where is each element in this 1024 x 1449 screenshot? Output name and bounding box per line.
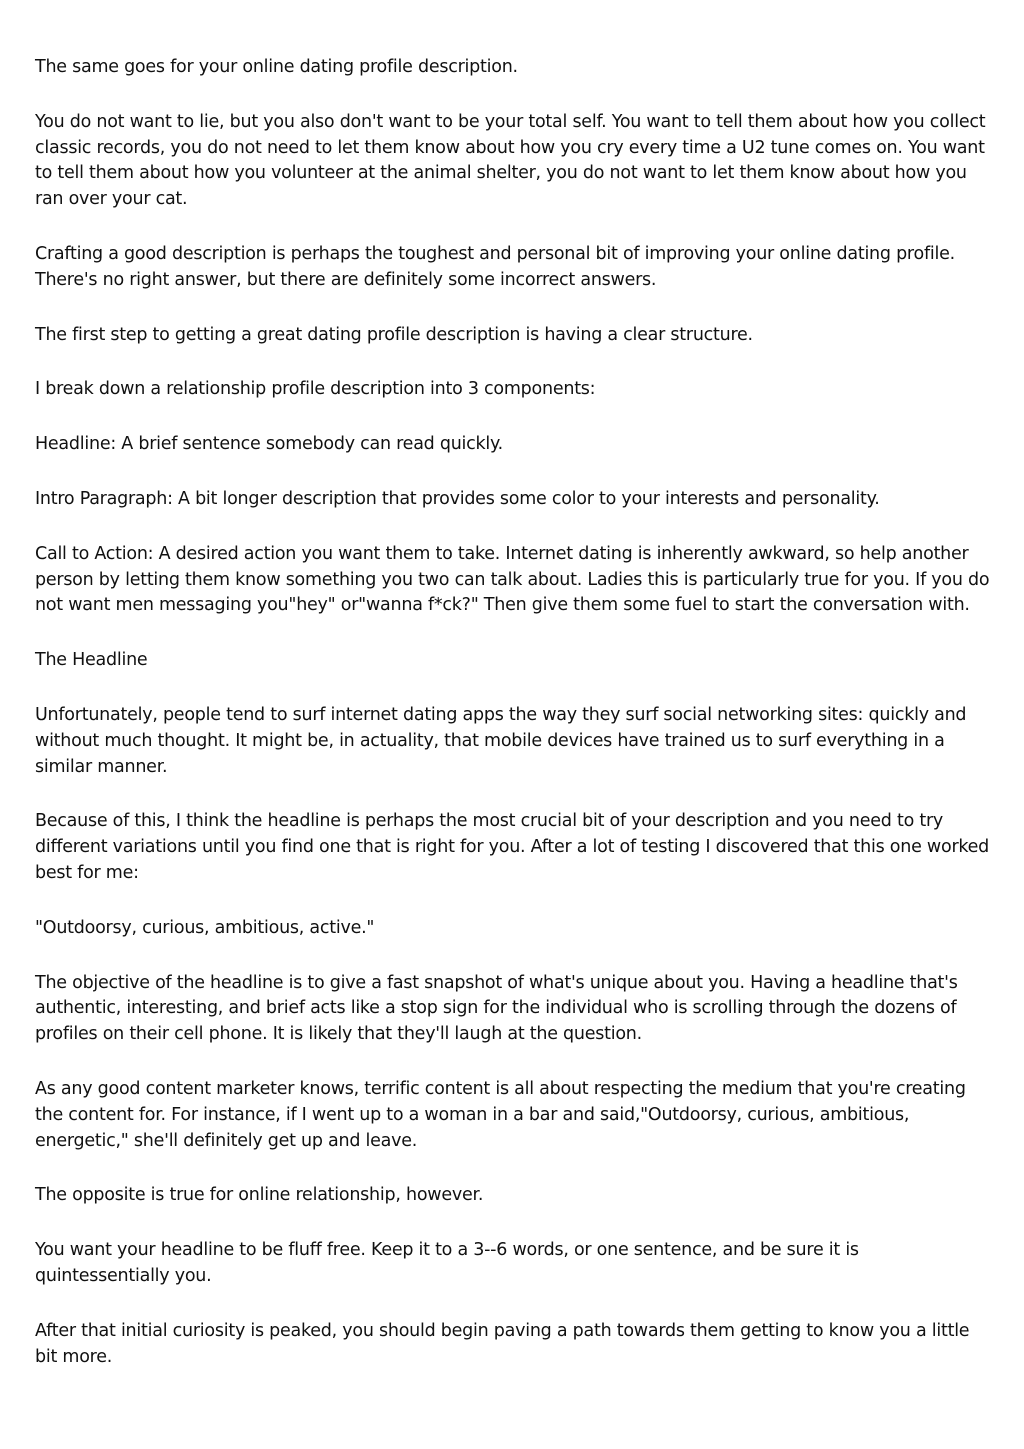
- document-body: [35, 55, 990, 1399]
- section-heading-headline: The Headline: [35, 650, 148, 671]
- paragraph-objective: The objective of the headline is to give a fast snapshot of what's unique about you. Having a headline that's authentic, interesting, and brief acts like a stop sign for the individual who is scrolling through the dozens of profiles on their cell phone. It is likely that they'll laugh at the question.: [35, 972, 958, 1045]
- paragraph-example-quote: "Outdoorsy, curious, ambitious, active.": [35, 917, 375, 938]
- paragraph-intro-def: Intro Paragraph: A bit longer description that provides some color to your interests and personality.: [35, 488, 880, 509]
- paragraph-honesty: You do not want to lie, but you also don't want to be your total self. You want to tell them about how you collect classic records, you do not need to let them know about how you cry every time a U2 tune comes on. You want to tell them about how you volunteer at the animal shelter, you do not want to let them know about how you ran over your cat.: [35, 111, 986, 210]
- paragraph-surfing: Unfortunately, people tend to surf internet dating apps the way they surf social networking sites: quickly and without much thought. It might be, in actuality, that mobile devices have trained us to surf everything in a similar manner.: [35, 704, 967, 777]
- paragraph-opposite: The opposite is true for online relationship, however.: [35, 1185, 484, 1206]
- paragraph-components: I break down a relationship profile description into 3 components:: [35, 379, 596, 400]
- paragraph-crafting: Crafting a good description is perhaps the toughest and personal bit of improving your online dating profile. There's no right answer, but there are definitely some incorrect answers.: [35, 243, 955, 290]
- paragraph-fluff-free: You want your headline to be fluff free. Keep it to a 3--6 words, or one sentence, and be sure it is quintessentially you.: [35, 1240, 859, 1286]
- paragraph-intro: The same goes for your online dating profile description.: [35, 57, 518, 77]
- paragraph-headline-def: Headline: A brief sentence somebody can read quickly.: [35, 434, 503, 455]
- paragraph-first-step: The first step to getting a great dating profile description is having a clear structure.: [35, 324, 753, 345]
- paragraph-cta-def: Call to Action: A desired action you want them to take. Internet dating is inherently awkward, so help another person by letting them know something you two can talk about. Ladies this is particularly true for you. If you do not want men messaging you"hey" or"wanna f*ck?" Then give them some fuel to start the conversation with.: [35, 543, 990, 616]
- paragraph-importance: Because of this, I think the headline is perhaps the most crucial bit of your description and you need to try different variations until you find one that is right for you. After a lot of testing I discovered that this one worked best for me:: [35, 811, 990, 883]
- paragraph-medium: As any good content marketer knows, terrific content is all about respecting the medium that you're creating the content for. For instance, if I went up to a woman in a bar and said,"Outdoorsy, curious, ambitious, energetic," she'll definitely get up and leave.: [35, 1078, 966, 1151]
- paragraph-curiosity: After that initial curiosity is peaked, you should begin paving a path towards them getting to know you a little bit more.: [35, 1320, 970, 1367]
